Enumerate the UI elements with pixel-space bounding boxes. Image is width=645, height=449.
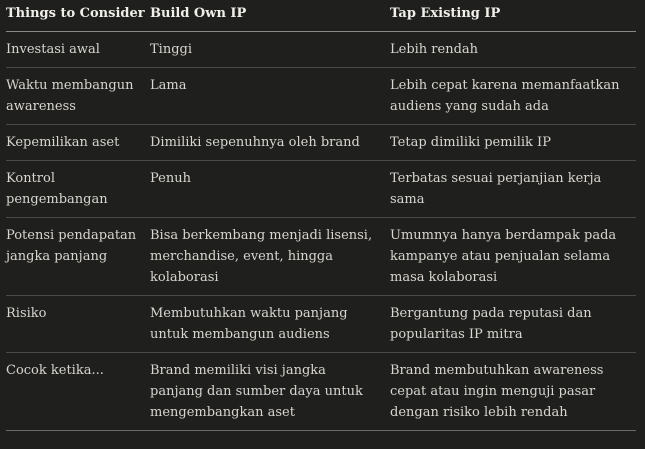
table-header [6,0,636,32]
table-row [6,296,636,353]
table-row [6,32,636,68]
row-label: Waktu membangun awareness [6,68,150,125]
build-own-ip-cell: Dimiliki sepenuhnya oleh brand [150,125,390,161]
comparison-table-container [6,0,636,431]
row-label: Cocok ketika... [6,353,150,431]
tap-existing-ip-cell: Brand membutuhkan awareness cepat atau ingin menguji pasar dengan risiko lebih rendah [390,353,636,431]
comparison-table [6,0,636,431]
build-own-ip-cell: Brand memiliki visi jangka panjang dan sumber daya untuk mengembangkan aset [150,353,390,431]
tap-existing-ip-cell: Umumnya hanya berdampak pada kampanye atau penjualan selama masa kolaborasi [390,218,636,296]
row-label: Investasi awal [6,32,150,68]
table-body [6,32,636,431]
tap-existing-ip-cell: Lebih cepat karena memanfaatkan audiens yang sudah ada [390,68,636,125]
table-row [6,161,636,218]
build-own-ip-cell: Bisa berkembang menjadi lisensi, merchandise, event, hingga kolaborasi [150,218,390,296]
row-label: Kontrol pengembangan [6,161,150,218]
row-label: Risiko [6,296,150,353]
table-row [6,125,636,161]
build-own-ip-cell: Penuh [150,161,390,218]
row-label: Potensi pendapatan jangka panjang [6,218,150,296]
tap-existing-ip-cell: Terbatas sesuai perjanjian kerja sama [390,161,636,218]
build-own-ip-cell: Lama [150,68,390,125]
row-label: Kepemilikan aset [6,125,150,161]
table-row [6,218,636,296]
header-tap-existing-ip: Tap Existing IP [390,0,636,32]
header-row [6,0,636,32]
build-own-ip-cell: Membutuhkan waktu panjang untuk membangun audiens [150,296,390,353]
table-row [6,353,636,431]
build-own-ip-cell: Tinggi [150,32,390,68]
header-things-to-consider: Things to Consider [6,0,150,32]
header-build-own-ip: Build Own IP [150,0,390,32]
tap-existing-ip-cell: Bergantung pada reputasi dan popularitas IP mitra [390,296,636,353]
tap-existing-ip-cell: Lebih rendah [390,32,636,68]
table-row [6,68,636,125]
tap-existing-ip-cell: Tetap dimiliki pemilik IP [390,125,636,161]
